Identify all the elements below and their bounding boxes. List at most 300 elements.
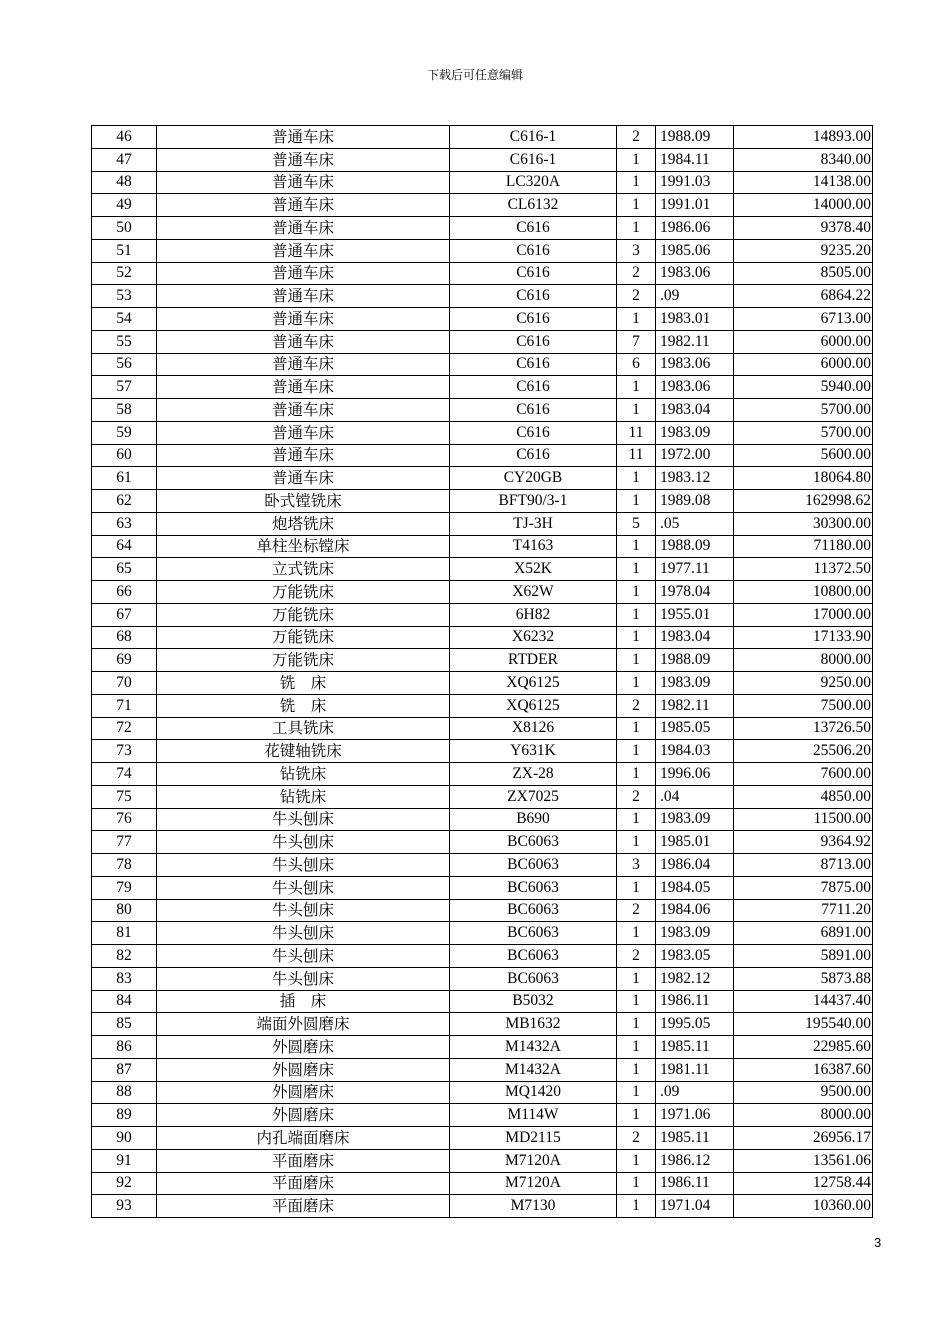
cell-quantity: 11 bbox=[617, 444, 656, 467]
cell-row-number: 64 bbox=[92, 535, 157, 558]
cell-value: 10360.00 bbox=[734, 1195, 873, 1218]
cell-equipment-name: 普通车床 bbox=[157, 194, 450, 217]
cell-quantity: 7 bbox=[617, 330, 656, 353]
table-row bbox=[92, 148, 873, 171]
cell-value: 5700.00 bbox=[734, 399, 873, 422]
cell-equipment-name: 牛头刨床 bbox=[157, 854, 450, 877]
cell-value: 7875.00 bbox=[734, 876, 873, 899]
cell-row-number: 88 bbox=[92, 1081, 157, 1104]
cell-equipment-name: 卧式镗铣床 bbox=[157, 490, 450, 513]
cell-equipment-name: 普通车床 bbox=[157, 444, 450, 467]
cell-date: 1983.09 bbox=[656, 421, 734, 444]
cell-date: 1972.00 bbox=[656, 444, 734, 467]
cell-value: 17000.00 bbox=[734, 603, 873, 626]
cell-row-number: 59 bbox=[92, 421, 157, 444]
cell-date: 1995.05 bbox=[656, 1013, 734, 1036]
cell-model: X62W bbox=[450, 581, 617, 604]
table-row bbox=[92, 785, 873, 808]
cell-quantity: 1 bbox=[617, 535, 656, 558]
cell-model: C616 bbox=[450, 330, 617, 353]
cell-value: 11500.00 bbox=[734, 808, 873, 831]
table-row bbox=[92, 512, 873, 535]
cell-row-number: 54 bbox=[92, 308, 157, 331]
cell-date: 1996.06 bbox=[656, 763, 734, 786]
cell-equipment-name: 单柱坐标镗床 bbox=[157, 535, 450, 558]
cell-equipment-name: 普通车床 bbox=[157, 126, 450, 149]
cell-date: 1983.04 bbox=[656, 399, 734, 422]
cell-model: RTDER bbox=[450, 649, 617, 672]
cell-model: BC6063 bbox=[450, 922, 617, 945]
cell-value: 26956.17 bbox=[734, 1127, 873, 1150]
cell-quantity: 1 bbox=[617, 831, 656, 854]
cell-equipment-name: 牛头刨床 bbox=[157, 831, 450, 854]
cell-date: 1983.05 bbox=[656, 945, 734, 968]
cell-value: 14893.00 bbox=[734, 126, 873, 149]
cell-date: 1991.01 bbox=[656, 194, 734, 217]
cell-quantity: 1 bbox=[617, 467, 656, 490]
cell-quantity: 3 bbox=[617, 854, 656, 877]
cell-quantity: 1 bbox=[617, 649, 656, 672]
table-row bbox=[92, 1104, 873, 1127]
cell-date: 1983.09 bbox=[656, 672, 734, 695]
cell-quantity: 6 bbox=[617, 353, 656, 376]
cell-row-number: 65 bbox=[92, 558, 157, 581]
cell-quantity: 1 bbox=[617, 490, 656, 513]
cell-date: 1986.11 bbox=[656, 1172, 734, 1195]
cell-value: 11372.50 bbox=[734, 558, 873, 581]
cell-quantity: 1 bbox=[617, 1149, 656, 1172]
table-row bbox=[92, 353, 873, 376]
cell-value: 8000.00 bbox=[734, 1104, 873, 1127]
cell-row-number: 66 bbox=[92, 581, 157, 604]
cell-quantity: 2 bbox=[617, 945, 656, 968]
table-row bbox=[92, 1081, 873, 1104]
cell-date: 1985.11 bbox=[656, 1127, 734, 1150]
table-row bbox=[92, 899, 873, 922]
cell-date: 1984.11 bbox=[656, 148, 734, 171]
cell-row-number: 92 bbox=[92, 1172, 157, 1195]
cell-equipment-name: 普通车床 bbox=[157, 308, 450, 331]
cell-quantity: 1 bbox=[617, 399, 656, 422]
cell-value: 8505.00 bbox=[734, 262, 873, 285]
cell-value: 7711.20 bbox=[734, 899, 873, 922]
cell-model: BC6063 bbox=[450, 967, 617, 990]
cell-equipment-name: 普通车床 bbox=[157, 467, 450, 490]
cell-row-number: 46 bbox=[92, 126, 157, 149]
cell-row-number: 68 bbox=[92, 626, 157, 649]
cell-quantity: 2 bbox=[617, 126, 656, 149]
cell-equipment-name: 普通车床 bbox=[157, 262, 450, 285]
cell-model: ZX-28 bbox=[450, 763, 617, 786]
cell-quantity: 2 bbox=[617, 694, 656, 717]
cell-value: 4850.00 bbox=[734, 785, 873, 808]
cell-row-number: 70 bbox=[92, 672, 157, 695]
equipment-table bbox=[91, 125, 873, 1218]
cell-row-number: 47 bbox=[92, 148, 157, 171]
cell-row-number: 79 bbox=[92, 876, 157, 899]
cell-value: 162998.62 bbox=[734, 490, 873, 513]
cell-value: 71180.00 bbox=[734, 535, 873, 558]
cell-row-number: 67 bbox=[92, 603, 157, 626]
cell-date: .04 bbox=[656, 785, 734, 808]
cell-model: C616 bbox=[450, 285, 617, 308]
cell-model: BC6063 bbox=[450, 899, 617, 922]
table-row bbox=[92, 1036, 873, 1059]
cell-quantity: 2 bbox=[617, 285, 656, 308]
table-row bbox=[92, 717, 873, 740]
cell-equipment-name: 牛头刨床 bbox=[157, 876, 450, 899]
cell-value: 6713.00 bbox=[734, 308, 873, 331]
cell-equipment-name: 普通车床 bbox=[157, 421, 450, 444]
cell-quantity: 3 bbox=[617, 239, 656, 262]
cell-row-number: 69 bbox=[92, 649, 157, 672]
cell-model: B690 bbox=[450, 808, 617, 831]
cell-model: C616 bbox=[450, 217, 617, 240]
cell-value: 9250.00 bbox=[734, 672, 873, 695]
cell-row-number: 71 bbox=[92, 694, 157, 717]
cell-quantity: 1 bbox=[617, 1195, 656, 1218]
cell-value: 8340.00 bbox=[734, 148, 873, 171]
cell-value: 9364.92 bbox=[734, 831, 873, 854]
table-row bbox=[92, 376, 873, 399]
cell-row-number: 83 bbox=[92, 967, 157, 990]
table-row bbox=[92, 194, 873, 217]
cell-date: 1984.05 bbox=[656, 876, 734, 899]
cell-model: X52K bbox=[450, 558, 617, 581]
table-row bbox=[92, 581, 873, 604]
table-row bbox=[92, 1127, 873, 1150]
cell-model: Y631K bbox=[450, 740, 617, 763]
cell-date: 1983.09 bbox=[656, 922, 734, 945]
cell-value: 17133.90 bbox=[734, 626, 873, 649]
cell-value: 8000.00 bbox=[734, 649, 873, 672]
cell-date: 1988.09 bbox=[656, 126, 734, 149]
cell-model: X6232 bbox=[450, 626, 617, 649]
cell-equipment-name: 普通车床 bbox=[157, 285, 450, 308]
cell-row-number: 63 bbox=[92, 512, 157, 535]
table-row bbox=[92, 1172, 873, 1195]
cell-quantity: 1 bbox=[617, 876, 656, 899]
cell-value: 6864.22 bbox=[734, 285, 873, 308]
cell-model: M1432A bbox=[450, 1036, 617, 1059]
cell-row-number: 90 bbox=[92, 1127, 157, 1150]
cell-row-number: 76 bbox=[92, 808, 157, 831]
cell-equipment-name: 普通车床 bbox=[157, 217, 450, 240]
table-row bbox=[92, 876, 873, 899]
table-row bbox=[92, 467, 873, 490]
cell-date: 1971.04 bbox=[656, 1195, 734, 1218]
cell-model: BC6063 bbox=[450, 876, 617, 899]
cell-row-number: 75 bbox=[92, 785, 157, 808]
cell-quantity: 1 bbox=[617, 922, 656, 945]
cell-quantity: 1 bbox=[617, 740, 656, 763]
cell-date: 1988.09 bbox=[656, 535, 734, 558]
cell-quantity: 1 bbox=[617, 1013, 656, 1036]
cell-value: 22985.60 bbox=[734, 1036, 873, 1059]
cell-row-number: 93 bbox=[92, 1195, 157, 1218]
cell-quantity: 11 bbox=[617, 421, 656, 444]
cell-equipment-name: 普通车床 bbox=[157, 148, 450, 171]
table-row bbox=[92, 444, 873, 467]
cell-value: 18064.80 bbox=[734, 467, 873, 490]
cell-value: 14437.40 bbox=[734, 990, 873, 1013]
cell-row-number: 57 bbox=[92, 376, 157, 399]
cell-model: C616 bbox=[450, 444, 617, 467]
table-row bbox=[92, 1195, 873, 1218]
cell-row-number: 80 bbox=[92, 899, 157, 922]
table-row bbox=[92, 740, 873, 763]
cell-row-number: 60 bbox=[92, 444, 157, 467]
cell-date: 1986.11 bbox=[656, 990, 734, 1013]
cell-date: .09 bbox=[656, 285, 734, 308]
cell-quantity: 2 bbox=[617, 1127, 656, 1150]
cell-value: 8713.00 bbox=[734, 854, 873, 877]
cell-row-number: 51 bbox=[92, 239, 157, 262]
cell-value: 7500.00 bbox=[734, 694, 873, 717]
cell-model: C616 bbox=[450, 421, 617, 444]
cell-row-number: 91 bbox=[92, 1149, 157, 1172]
cell-row-number: 62 bbox=[92, 490, 157, 513]
cell-row-number: 74 bbox=[92, 763, 157, 786]
cell-equipment-name: 普通车床 bbox=[157, 239, 450, 262]
table-row bbox=[92, 854, 873, 877]
cell-model: MB1632 bbox=[450, 1013, 617, 1036]
cell-date: 1991.03 bbox=[656, 171, 734, 194]
cell-equipment-name: 端面外圆磨床 bbox=[157, 1013, 450, 1036]
cell-value: 9235.20 bbox=[734, 239, 873, 262]
cell-model: 6H82 bbox=[450, 603, 617, 626]
cell-value: 5873.88 bbox=[734, 967, 873, 990]
cell-equipment-name: 普通车床 bbox=[157, 399, 450, 422]
cell-equipment-name: 外圆磨床 bbox=[157, 1058, 450, 1081]
cell-date: 1988.09 bbox=[656, 649, 734, 672]
cell-value: 10800.00 bbox=[734, 581, 873, 604]
table-row bbox=[92, 808, 873, 831]
cell-model: C616 bbox=[450, 239, 617, 262]
table-row bbox=[92, 558, 873, 581]
cell-quantity: 1 bbox=[617, 194, 656, 217]
cell-date: 1985.05 bbox=[656, 717, 734, 740]
cell-model: C616-1 bbox=[450, 148, 617, 171]
cell-value: 25506.20 bbox=[734, 740, 873, 763]
cell-equipment-name: 工具铣床 bbox=[157, 717, 450, 740]
cell-equipment-name: 平面磨床 bbox=[157, 1172, 450, 1195]
cell-value: 12758.44 bbox=[734, 1172, 873, 1195]
cell-equipment-name: 铣 床 bbox=[157, 694, 450, 717]
cell-date: 1983.06 bbox=[656, 376, 734, 399]
cell-quantity: 2 bbox=[617, 785, 656, 808]
cell-value: 30300.00 bbox=[734, 512, 873, 535]
cell-equipment-name: 普通车床 bbox=[157, 171, 450, 194]
cell-model: BC6063 bbox=[450, 854, 617, 877]
cell-value: 5891.00 bbox=[734, 945, 873, 968]
table-row bbox=[92, 535, 873, 558]
page-number: 3 bbox=[874, 1235, 882, 1250]
cell-date: 1983.06 bbox=[656, 353, 734, 376]
cell-quantity: 1 bbox=[617, 717, 656, 740]
cell-row-number: 84 bbox=[92, 990, 157, 1013]
cell-model: LC320A bbox=[450, 171, 617, 194]
cell-value: 6000.00 bbox=[734, 353, 873, 376]
cell-value: 5940.00 bbox=[734, 376, 873, 399]
cell-equipment-name: 平面磨床 bbox=[157, 1149, 450, 1172]
table-row bbox=[92, 603, 873, 626]
cell-quantity: 1 bbox=[617, 626, 656, 649]
table-row bbox=[92, 490, 873, 513]
cell-quantity: 1 bbox=[617, 217, 656, 240]
cell-quantity: 1 bbox=[617, 1172, 656, 1195]
cell-row-number: 61 bbox=[92, 467, 157, 490]
cell-date: 1978.04 bbox=[656, 581, 734, 604]
cell-model: XQ6125 bbox=[450, 672, 617, 695]
table-row bbox=[92, 1058, 873, 1081]
cell-quantity: 1 bbox=[617, 308, 656, 331]
cell-value: 195540.00 bbox=[734, 1013, 873, 1036]
cell-quantity: 1 bbox=[617, 148, 656, 171]
table-row bbox=[92, 1013, 873, 1036]
table-row bbox=[92, 763, 873, 786]
equipment-table-body bbox=[92, 126, 873, 1218]
table-row bbox=[92, 649, 873, 672]
cell-equipment-name: 立式铣床 bbox=[157, 558, 450, 581]
cell-date: 1983.06 bbox=[656, 262, 734, 285]
cell-row-number: 73 bbox=[92, 740, 157, 763]
cell-model: BC6063 bbox=[450, 945, 617, 968]
cell-quantity: 1 bbox=[617, 603, 656, 626]
cell-equipment-name: 普通车床 bbox=[157, 330, 450, 353]
table-row bbox=[92, 171, 873, 194]
table-row bbox=[92, 626, 873, 649]
table-row bbox=[92, 945, 873, 968]
cell-date: 1983.12 bbox=[656, 467, 734, 490]
cell-equipment-name: 外圆磨床 bbox=[157, 1104, 450, 1127]
cell-equipment-name: 牛头刨床 bbox=[157, 945, 450, 968]
cell-date: 1984.03 bbox=[656, 740, 734, 763]
cell-date: .09 bbox=[656, 1081, 734, 1104]
cell-model: BFT90/3-1 bbox=[450, 490, 617, 513]
cell-equipment-name: 内孔端面磨床 bbox=[157, 1127, 450, 1150]
cell-quantity: 1 bbox=[617, 672, 656, 695]
cell-quantity: 1 bbox=[617, 376, 656, 399]
cell-model: MD2115 bbox=[450, 1127, 617, 1150]
cell-row-number: 72 bbox=[92, 717, 157, 740]
cell-quantity: 1 bbox=[617, 990, 656, 1013]
cell-date: 1989.08 bbox=[656, 490, 734, 513]
cell-value: 5600.00 bbox=[734, 444, 873, 467]
cell-equipment-name: 铣 床 bbox=[157, 672, 450, 695]
cell-date: 1982.11 bbox=[656, 330, 734, 353]
cell-model: C616-1 bbox=[450, 126, 617, 149]
table-row bbox=[92, 421, 873, 444]
table-row bbox=[92, 308, 873, 331]
cell-model: ZX7025 bbox=[450, 785, 617, 808]
cell-model: X8126 bbox=[450, 717, 617, 740]
cell-value: 9500.00 bbox=[734, 1081, 873, 1104]
table-row bbox=[92, 126, 873, 149]
cell-equipment-name: 牛头刨床 bbox=[157, 922, 450, 945]
cell-equipment-name: 插 床 bbox=[157, 990, 450, 1013]
table-row bbox=[92, 285, 873, 308]
cell-equipment-name: 普通车床 bbox=[157, 376, 450, 399]
cell-model: CY20GB bbox=[450, 467, 617, 490]
cell-equipment-name: 万能铣床 bbox=[157, 649, 450, 672]
table-row bbox=[92, 694, 873, 717]
header-note: 下载后可任意编辑 bbox=[426, 68, 523, 82]
cell-value: 13726.50 bbox=[734, 717, 873, 740]
cell-model: M7120A bbox=[450, 1172, 617, 1195]
cell-equipment-name: 花键轴铣床 bbox=[157, 740, 450, 763]
cell-model: C616 bbox=[450, 376, 617, 399]
cell-model: C616 bbox=[450, 308, 617, 331]
cell-row-number: 85 bbox=[92, 1013, 157, 1036]
cell-equipment-name: 普通车床 bbox=[157, 353, 450, 376]
cell-date: 1986.06 bbox=[656, 217, 734, 240]
cell-model: BC6063 bbox=[450, 831, 617, 854]
cell-model: M7120A bbox=[450, 1149, 617, 1172]
cell-model: C616 bbox=[450, 399, 617, 422]
cell-value: 9378.40 bbox=[734, 217, 873, 240]
cell-date: .05 bbox=[656, 512, 734, 535]
table-row bbox=[92, 922, 873, 945]
cell-quantity: 1 bbox=[617, 967, 656, 990]
cell-model: T4163 bbox=[450, 535, 617, 558]
cell-row-number: 49 bbox=[92, 194, 157, 217]
cell-date: 1955.01 bbox=[656, 603, 734, 626]
cell-model: B5032 bbox=[450, 990, 617, 1013]
cell-date: 1983.04 bbox=[656, 626, 734, 649]
table-row bbox=[92, 330, 873, 353]
cell-equipment-name: 外圆磨床 bbox=[157, 1036, 450, 1059]
cell-quantity: 1 bbox=[617, 171, 656, 194]
cell-date: 1981.11 bbox=[656, 1058, 734, 1081]
table-row bbox=[92, 399, 873, 422]
table-row bbox=[92, 672, 873, 695]
cell-quantity: 1 bbox=[617, 808, 656, 831]
cell-quantity: 1 bbox=[617, 558, 656, 581]
cell-row-number: 89 bbox=[92, 1104, 157, 1127]
cell-quantity: 1 bbox=[617, 1058, 656, 1081]
cell-quantity: 1 bbox=[617, 1036, 656, 1059]
cell-row-number: 78 bbox=[92, 854, 157, 877]
cell-equipment-name: 外圆磨床 bbox=[157, 1081, 450, 1104]
cell-row-number: 53 bbox=[92, 285, 157, 308]
cell-row-number: 77 bbox=[92, 831, 157, 854]
cell-row-number: 86 bbox=[92, 1036, 157, 1059]
cell-row-number: 52 bbox=[92, 262, 157, 285]
cell-row-number: 82 bbox=[92, 945, 157, 968]
cell-value: 7600.00 bbox=[734, 763, 873, 786]
cell-date: 1985.06 bbox=[656, 239, 734, 262]
cell-equipment-name: 万能铣床 bbox=[157, 626, 450, 649]
table-row bbox=[92, 262, 873, 285]
cell-equipment-name: 牛头刨床 bbox=[157, 967, 450, 990]
cell-value: 6000.00 bbox=[734, 330, 873, 353]
cell-model: M1432A bbox=[450, 1058, 617, 1081]
cell-date: 1985.01 bbox=[656, 831, 734, 854]
cell-date: 1982.11 bbox=[656, 694, 734, 717]
cell-row-number: 48 bbox=[92, 171, 157, 194]
cell-model: C616 bbox=[450, 353, 617, 376]
cell-date: 1971.06 bbox=[656, 1104, 734, 1127]
table-row bbox=[92, 239, 873, 262]
cell-model: TJ-3H bbox=[450, 512, 617, 535]
cell-value: 6891.00 bbox=[734, 922, 873, 945]
cell-quantity: 1 bbox=[617, 581, 656, 604]
cell-date: 1985.11 bbox=[656, 1036, 734, 1059]
cell-row-number: 55 bbox=[92, 330, 157, 353]
cell-date: 1977.11 bbox=[656, 558, 734, 581]
cell-date: 1986.12 bbox=[656, 1149, 734, 1172]
